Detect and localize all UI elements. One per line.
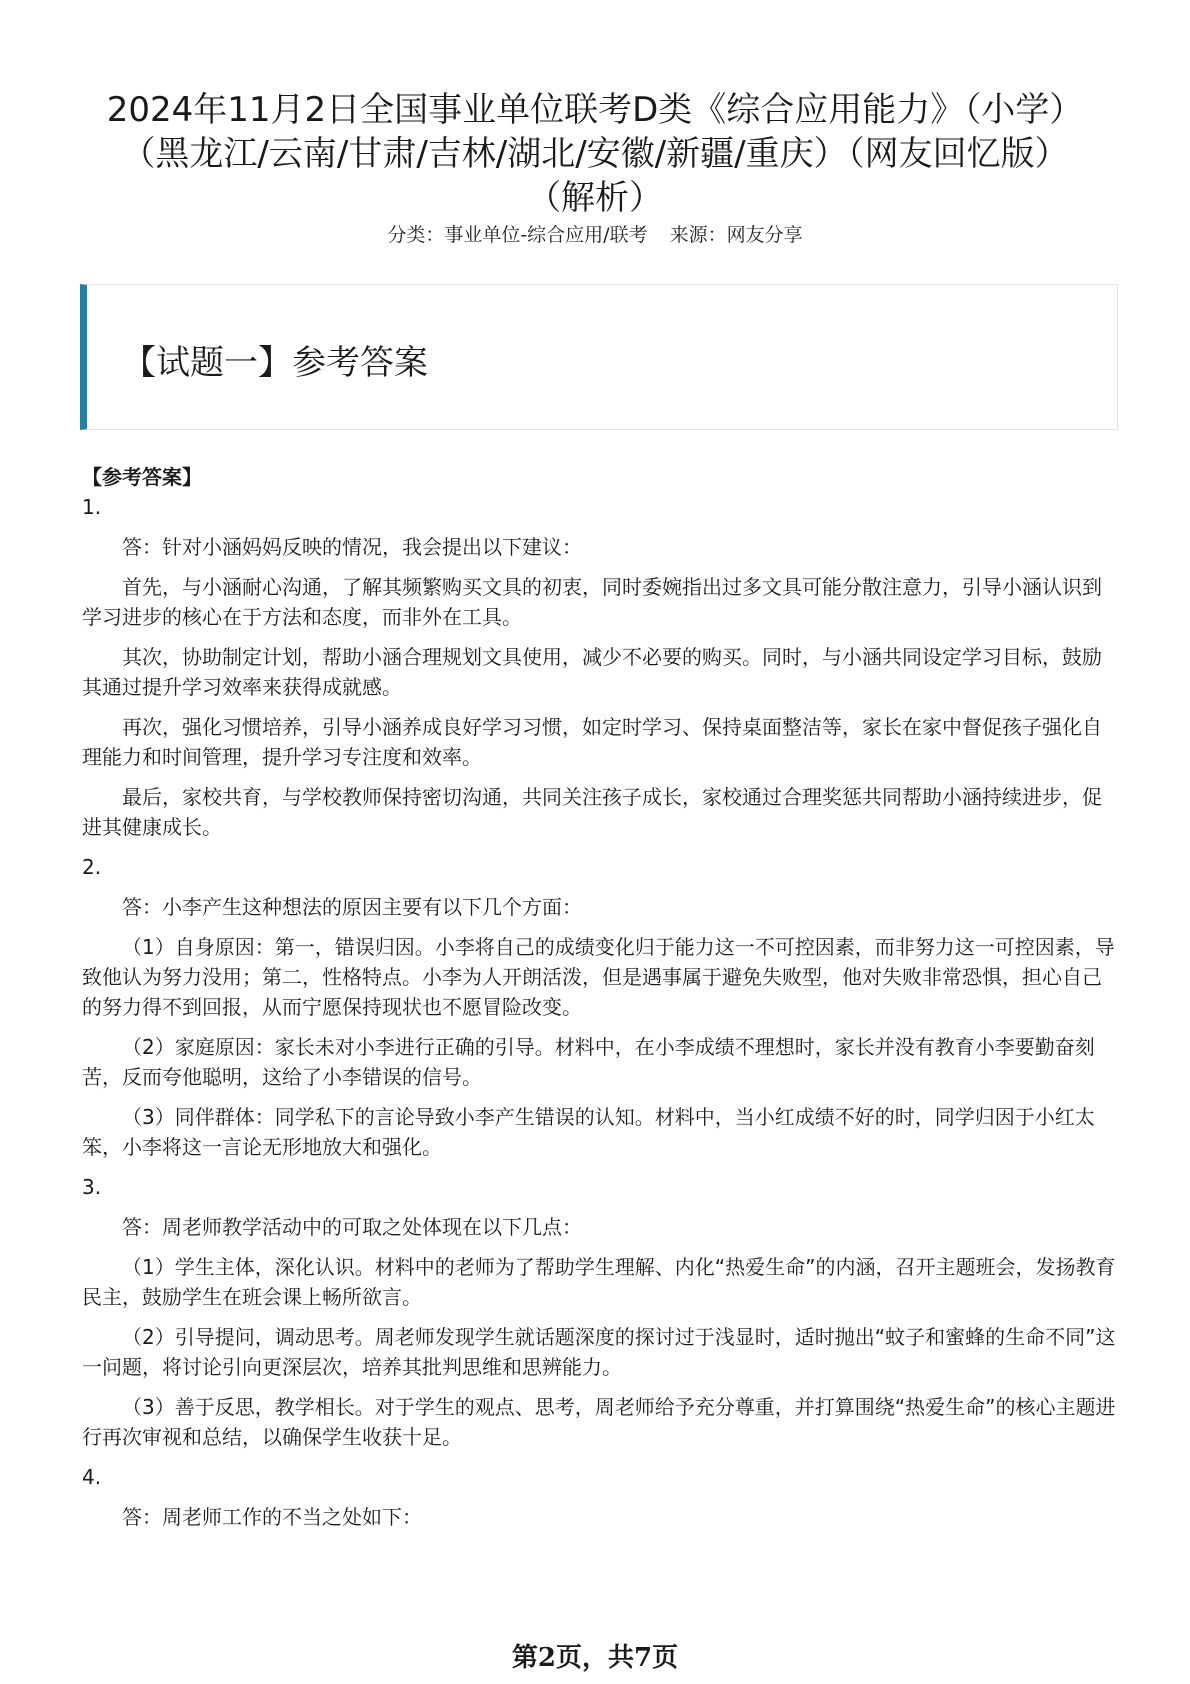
answer-paragraph: 首先，与小涵耐心沟通，了解其频繁购买文具的初衷，同时委婉指出过多文具可能分散注意力，引导小涵认识到学习进步的核心在于方法和态度，而非外在工具。 xyxy=(82,575,1102,629)
meta-line xyxy=(60,222,1130,248)
section-title: 【试题一】参考答案 xyxy=(122,343,428,383)
answer-paragraph: 再次，强化习惯培养，引导小涵养成良好学习习惯，如定时学习、保持桌面整洁等，家长在家中督促孩子强化自理能力和时间管理，提升学习专注度和效率。 xyxy=(82,715,1102,769)
answer-paragraph: 最后，家校共育，与学校教师保持密切沟通，共同关注孩子成长，家校通过合理奖惩共同帮助小涵持续进步，促进其健康成长。 xyxy=(82,785,1102,839)
category-label: 分类：事业单位-综合应用/联考 xyxy=(387,224,648,246)
answer-paragraph: （1）学生主体，深化认识。材料中的老师为了帮助学生理解、内化“热爱生命”的内涵，召开主题班会，发扬教育民主，鼓励学生在班会课上畅所欲言。 xyxy=(82,1255,1116,1309)
answer-paragraph: （2）家庭原因：家长未对小李进行正确的引导。材料中，在小李成绩不理想时，家长并没有教育小李要勤奋刻苦，反而夸他聪明，这给了小李错误的信号。 xyxy=(82,1035,1095,1089)
section-header-box xyxy=(80,284,1118,430)
question-number-3: 3. xyxy=(82,1175,102,1199)
answer-paragraph: （3）善于反思，教学相长。对于学生的观点、思考，周老师给予充分尊重，并打算围绕“热爱生命”的核心主题进行再次审视和总结，以确保学生收获十足。 xyxy=(82,1395,1116,1449)
page-number: 第2页，共7页 xyxy=(511,1643,679,1673)
answer-paragraph: 其次，协助制定计划，帮助小涵合理规划文具使用，减少不必要的购买。同时，与小涵共同设定学习目标，鼓励其通过提升学习效率来获得成就感。 xyxy=(82,645,1102,699)
question-number-1: 1. xyxy=(82,495,102,519)
title-line-1: 2024年11月2日全国事业单位联考D类《综合应用能力》（小学） xyxy=(106,90,1084,130)
answer-paragraph: （3）同伴群体：同学私下的言论导致小李产生错误的认知。材料中，当小红成绩不好的时，同学归因于小红太笨，小李将这一言论无形地放大和强化。 xyxy=(82,1105,1095,1159)
page-title xyxy=(60,88,1130,220)
title-line-2: （黑龙江/云南/甘肃/吉林/湖北/安徽/新疆/重庆）（网友回忆版） xyxy=(121,134,1069,174)
answer-label: 【参考答案】 xyxy=(82,465,202,489)
question-number-2: 2. xyxy=(82,855,102,879)
answer-paragraph: （1）自身原因：第一，错误归因。小李将自己的成绩变化归于能力这一不可控因素，而非努力这一可控因素，导致他认为努力没用；第二，性格特点。小李为人开朗活泼，但是遇事属于避免失败型，他对失败非常恐惧，担心自己的努力得不到回报，从而宁愿保持现状也不愿冒险改变。 xyxy=(82,935,1115,1019)
answer-content xyxy=(82,462,1118,1542)
answer-intro-1: 答：针对小涵妈妈反映的情况，我会提出以下建议： xyxy=(122,535,582,559)
question-number-4: 4. xyxy=(82,1465,102,1489)
answer-paragraph: （2）引导提问，调动思考。周老师发现学生就话题深度的探讨过于浅显时，适时抛出“蚊子和蜜蜂的生命不同”这一问题，将讨论引向更深层次，培养其批判思维和思辨能力。 xyxy=(82,1325,1116,1379)
title-line-3: （解析） xyxy=(527,178,663,218)
answer-intro-2: 答：小李产生这种想法的原因主要有以下几个方面： xyxy=(122,895,582,919)
answer-intro-4: 答：周老师工作的不当之处如下： xyxy=(122,1505,422,1529)
answer-intro-3: 答：周老师教学活动中的可取之处体现在以下几点： xyxy=(122,1215,582,1239)
source-label: 来源：网友分享 xyxy=(669,224,803,246)
